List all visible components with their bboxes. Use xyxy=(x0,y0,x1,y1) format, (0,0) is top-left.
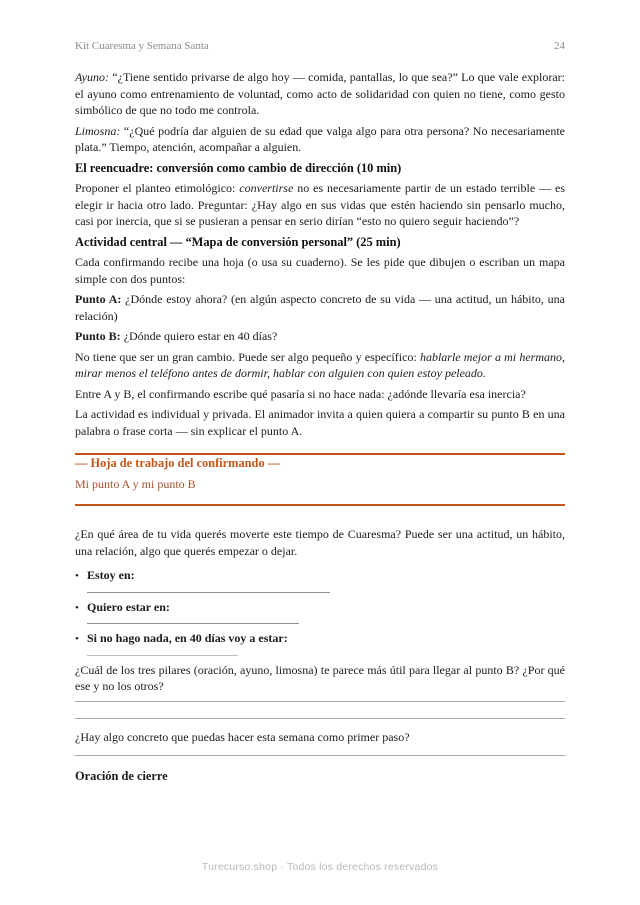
bullet-label: Estoy en: xyxy=(87,568,135,582)
paragraph-punto-a xyxy=(75,291,565,324)
main-content xyxy=(75,69,565,789)
reencuadre-italic: convertirse xyxy=(239,181,294,195)
paragraph-actividad-intro: Cada confirmando recibe una hoja (o usa su cuaderno). Se les pide que dibujen o escriban un mapa simple con dos puntos: xyxy=(75,255,565,286)
punto-b-lead: Punto B: xyxy=(75,329,121,343)
paragraph-ayuno xyxy=(75,69,565,119)
bullet-item xyxy=(75,599,565,625)
page-footer xyxy=(0,861,640,873)
answer-line xyxy=(75,718,565,719)
heading-reencuadre: El reencuadre: conversión como cambio de dirección (10 min) xyxy=(75,160,402,175)
bullet-item xyxy=(75,567,565,593)
answer-line xyxy=(75,755,565,756)
worksheet-divider-bottom xyxy=(75,504,565,506)
ayuno-text: “¿Tiene sentido privarse de algo hoy — comida, pantallas, lo que sea?” Lo que vale explorar: el ayuno como entrenamiento de voluntad, como acto de solidaridad con quien no tiene, como gesto simbólico de que no todo me controla. xyxy=(75,70,565,117)
bullet-marker-icon: • xyxy=(75,570,79,582)
paragraph-privada: La actividad es individual y privada. El animador invita a quien quiera a compartir su punto B en una palabra o frase corta — sin explicar el punto A. xyxy=(75,407,565,438)
paragraph-limosna xyxy=(75,123,565,156)
write-in-line xyxy=(87,592,330,593)
page-number: 24 xyxy=(554,40,565,52)
punto-a-text: ¿Dónde estoy ahora? (en algún aspecto concreto de su vida — una actitud, un hábito, una relación) xyxy=(75,292,565,323)
paragraph-cambio xyxy=(75,349,565,382)
paragraph-reencuadre xyxy=(75,180,565,230)
write-in-line xyxy=(87,655,238,656)
reencuadre-pre: Proponer el planteo etimológico: xyxy=(75,181,240,195)
paragraph-worksheet-intro: ¿En qué área de tu vida querés moverte este tiempo de Cuaresma? Puede ser una actitud, un hábito, una relación, algo que querés empezar o dejar. xyxy=(75,527,565,558)
footer-text: Turecurso.shop · Todos los derechos reservados xyxy=(201,861,439,873)
bullet-row xyxy=(75,599,565,617)
paragraph-pilares-question: ¿Cuál de los tres pilares (oración, ayuno, limosna) te parece más útil para llegar al punto B? ¿Por qué ese y no los otros? xyxy=(75,662,565,693)
paragraph-punto-b xyxy=(75,328,565,345)
limosna-lead: Limosna: xyxy=(75,123,121,138)
worksheet-subtitle: Mi punto A y mi punto B xyxy=(75,476,196,491)
bullet-marker-icon: • xyxy=(75,601,79,614)
page-header xyxy=(75,40,565,52)
bullet-row xyxy=(75,567,565,585)
bullet-label: Si no hago nada, en 40 días voy a estar: xyxy=(87,631,288,645)
cambio-italic: hablarle mejor a mi hermano, mirar menos el teléfono antes de dormir, hablar con alguien con quien estoy peleado. xyxy=(75,349,565,380)
paragraph-primer-paso-question: ¿Hay algo concreto que puedas hacer esta semana como primer paso? xyxy=(75,729,410,744)
closing-heading: Oración de cierre xyxy=(75,769,168,783)
bullet-item xyxy=(75,630,565,656)
bullet-row xyxy=(75,630,565,648)
bullet-label: Quiero estar en: xyxy=(87,599,170,614)
answer-lines-block xyxy=(75,701,565,719)
reencuadre-post: no es necesariamente partir de un estado terrible — es elegir ir hacia otro lado. Preguntar: ¿Hay algo en sus vidas que estén haciendo sin pensarlo mucho, casi por inercia, que si se pusieran a pensar en serio dirían “esto no quiero seguir haciendo”? xyxy=(75,181,565,228)
write-in-line xyxy=(87,623,299,624)
worksheet-title: — Hoja de trabajo del confirmando — xyxy=(75,456,281,470)
punto-b-text: ¿Dónde quiero estar en 40 días? xyxy=(120,329,278,343)
punto-a-lead: Punto A: xyxy=(75,292,122,306)
cambio-pre: No tiene que ser un gran cambio. Puede ser algo pequeño y específico: xyxy=(75,349,420,364)
heading-actividad: Actividad central — “Mapa de conversión personal” (25 min) xyxy=(75,234,401,249)
header-title: Kit Cuaresma y Semana Santa xyxy=(75,40,209,52)
bullet-marker-icon: • xyxy=(75,633,79,645)
answer-line xyxy=(75,701,565,702)
paragraph-inercia: Entre A y B, el confirmando escribe qué pasaría si no hace nada: ¿adónde llevaría esa inercia? xyxy=(75,386,526,401)
ayuno-lead: Ayuno: xyxy=(75,70,109,84)
bullet-list xyxy=(75,567,565,656)
limosna-text: “¿Qué podría dar alguien de su edad que valga algo para otra persona? No necesariamente plata.” Tiempo, atención, acompañar a alguien. xyxy=(75,123,565,154)
